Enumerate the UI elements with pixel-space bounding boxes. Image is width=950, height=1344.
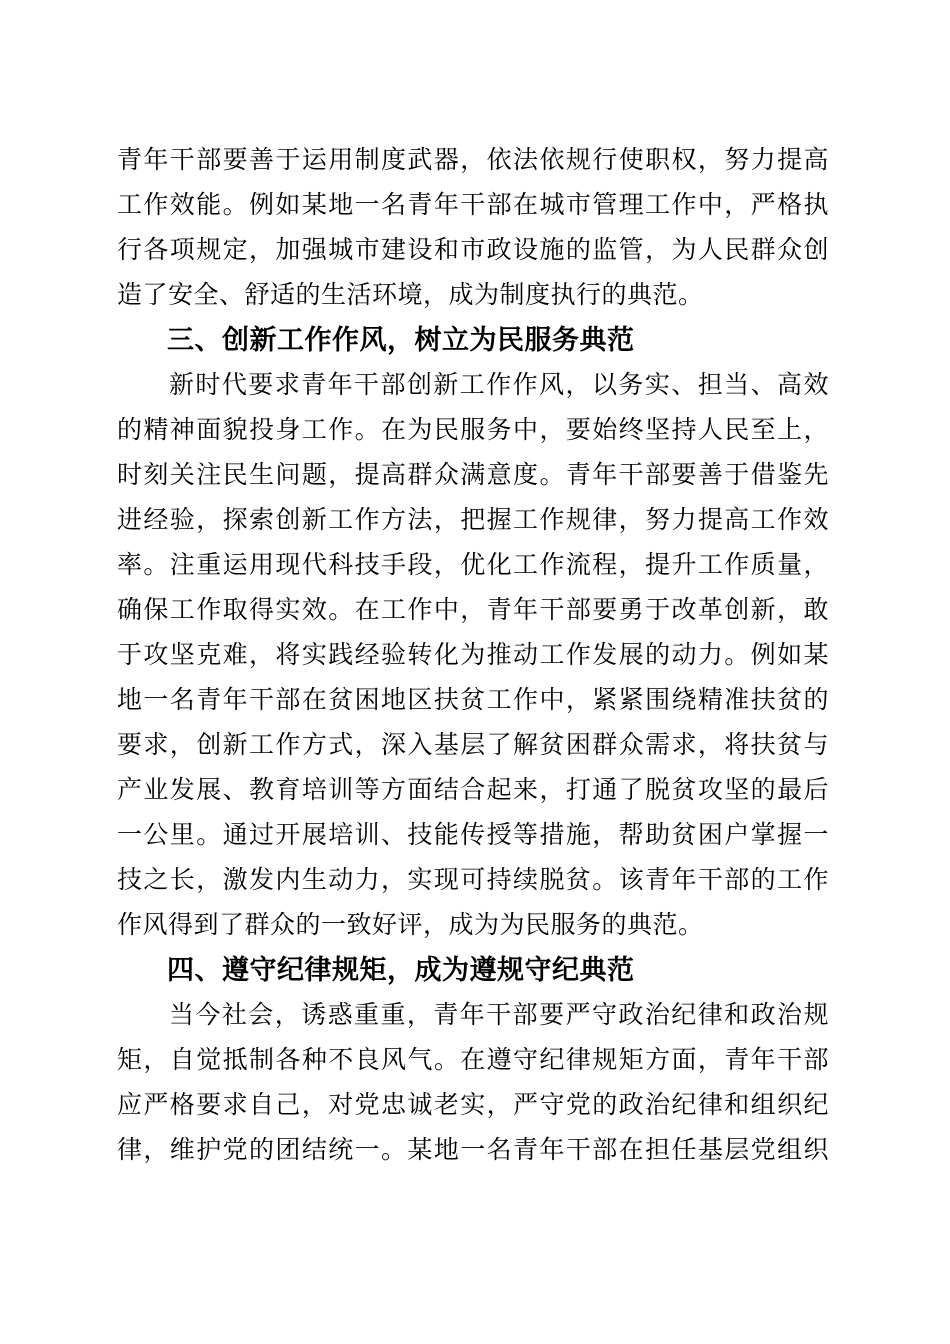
text-line: 技之长，激发内生动力，实现可持续脱贫。该青年干部的工作: [117, 867, 829, 894]
text-line: 工作效能。例如某地一名青年干部在城市管理工作中，严格执: [117, 192, 829, 219]
text-line: 进经验，探索创新工作方法，把握工作规律，努力提高工作效: [117, 507, 829, 534]
text-line: 产业发展、教育培训等方面结合起来，打通了脱贫攻坚的最后: [117, 777, 829, 804]
text-line: 地一名青年干部在贫困地区扶贫工作中，紧紧围绕精准扶贫的: [117, 687, 829, 714]
text-line: 于攻坚克难，将实践经验转化为推动工作发展的动力。例如某: [117, 642, 829, 669]
text-line: 要求，创新工作方式，深入基层了解贫困群众需求，将扶贫与: [117, 732, 829, 759]
text-line: 时刻关注民生问题，提高群众满意度。青年干部要善于借鉴先: [117, 462, 829, 489]
text-line: 律，维护党的团结统一。某地一名青年干部在担任基层党组织: [117, 1137, 829, 1164]
text-line: 造了安全、舒适的生活环境，成为制度执行的典范。: [117, 282, 704, 309]
text-line: 确保工作取得实效。在工作中，青年干部要勇于改革创新，敢: [117, 597, 829, 624]
text-line: 新时代要求青年干部创新工作作风，以务实、担当、高效: [169, 372, 829, 399]
paragraph-discipline: [117, 993, 829, 1173]
section-heading-four: 四、遵守纪律规矩，成为遵规守纪典范: [167, 955, 635, 985]
text-line: 当今社会，诱惑重重，青年干部要严守政治纪律和政治规: [169, 1002, 829, 1029]
section-heading-three: 三、创新工作作风，树立为民服务典范: [167, 325, 635, 355]
text-line: 青年干部要善于运用制度武器，依法依规行使职权，努力提高: [117, 147, 829, 174]
paragraph-innovation-work-style: [117, 363, 829, 948]
text-line: 行各项规定，加强城市建设和市政设施的监管，为人民群众创: [117, 237, 829, 264]
paragraph-institution-example: [117, 138, 829, 318]
text-line: 矩，自觉抵制各种不良风气。在遵守纪律规矩方面，青年干部: [117, 1047, 829, 1074]
text-line: 一公里。通过开展培训、技能传授等措施，帮助贫困户掌握一: [117, 822, 829, 849]
text-line: 的精神面貌投身工作。在为民服务中，要始终坚持人民至上，: [117, 417, 829, 444]
text-line: 作风得到了群众的一致好评，成为为民服务的典范。: [117, 912, 704, 939]
text-line: 率。注重运用现代科技手段，优化工作流程，提升工作质量，: [117, 552, 829, 579]
document-content: [117, 138, 829, 1173]
text-line: 应严格要求自己，对党忠诚老实，严守党的政治纪律和组织纪: [117, 1092, 829, 1119]
